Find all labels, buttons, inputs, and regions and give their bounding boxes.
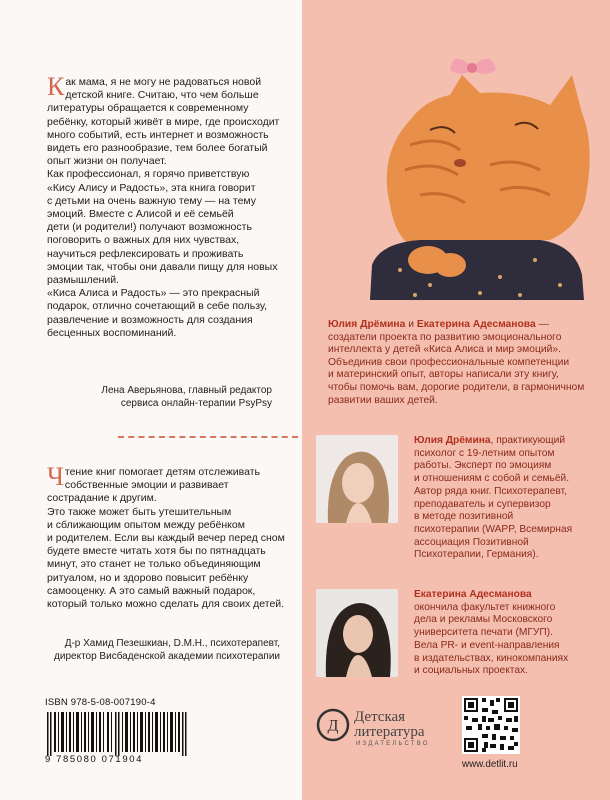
quote-2-line: ритуалом, но и здорово повысит ребёнку: [47, 571, 249, 584]
publisher-name-line: Детская: [354, 709, 406, 725]
quote-1-line: дети (и родители!) получают возможность: [47, 221, 252, 234]
authors-and: и: [405, 319, 417, 330]
author-2-name: Екатерина Адесманова: [416, 319, 536, 330]
quote-1-line: видеть его разнообразие, тем более богатый: [47, 142, 268, 155]
bio-1-line: психотерапии (WAPP, Всемирная: [414, 523, 573, 535]
quote-1-line: детской книге. Считаю, что чем больше: [65, 89, 259, 102]
quote-1-line: с детьми на очень важную тему — на тему: [47, 194, 257, 207]
quote-1-line: размышлений.: [47, 274, 119, 287]
quote-2-line: собственные эмоции и развивает: [64, 479, 229, 492]
publisher-logo: [316, 708, 430, 747]
authors-intro-line: — создатели проекта по развитию эмоционального: [328, 319, 562, 343]
quote-2-line: минут, это станет не только объединяющим: [47, 558, 261, 571]
quote-1-line: «Кису Алису и Радость», эта книга говорит: [47, 181, 256, 194]
isbn-block: [45, 697, 220, 769]
barcode-digits: 9 785080 071904: [45, 754, 143, 765]
publisher-logo-icon: [316, 708, 350, 742]
quote-2-author-line: директор Висбаденской академии психотерапии: [54, 650, 280, 662]
bio-1-line: работы. Эксперт по эмоциям: [414, 460, 552, 472]
quote-1-line: ак мама, я не могу не радоваться новой: [65, 76, 262, 88]
bio-1-line: ассоциация Позитивной: [414, 536, 529, 548]
bio-2-line: дела и рекламы Московского: [414, 614, 553, 626]
quote-1-line: много событий, есть интернет и возможность: [47, 128, 269, 141]
quote-2-line: который только можно сделать для своих детей.: [47, 598, 285, 611]
quote-1-line: литературы обращается к современному: [47, 102, 249, 115]
publisher-name: [354, 710, 425, 740]
qr-code-icon: [462, 696, 520, 754]
publisher-name-line: литература: [354, 724, 425, 740]
quote-2-text: [47, 462, 299, 611]
quote-2-author-line: Д-р Хамид Пезешкиан, D.M.H., психотерапевт,: [64, 638, 280, 649]
authors-intro-line: интеллекта у детей «Киса Алиса и мир эмоций».: [328, 344, 561, 356]
author-2-bio: [414, 589, 604, 678]
bio-1-line: преподаватель и супервизор: [414, 498, 551, 510]
bio-2-line: университета печати (МГУП).: [414, 627, 553, 639]
barcode-icon: [45, 712, 205, 756]
quote-1-line: опыт жизни он получает.: [47, 155, 167, 168]
quote-1-line: развлечение и возможность для создания: [47, 313, 253, 326]
bio-2-line: окончила факультет книжного: [414, 601, 556, 613]
authors-intro-line: развитии ваших детей.: [328, 394, 438, 406]
bio-2-name: Екатерина Адесманова: [414, 589, 532, 600]
quote-2-line: и родителем. Если вы каждый вечер перед сном: [47, 532, 285, 545]
quote-1-line: ребёнку, который живёт в мире, где происходит: [47, 115, 280, 128]
bio-2-line: и социальных проектах.: [414, 665, 528, 677]
bio-1-line: Психотерапии, Германия).: [414, 549, 539, 561]
quote-2-line: сострадание к другим.: [47, 492, 157, 505]
quote-1-line: подарок, отлично сочетающий в себе пользу,: [47, 300, 268, 313]
section-divider: [118, 436, 298, 438]
bio-1-line: психолог с 19-летним опытом: [414, 447, 555, 459]
quote-1-line: бесценных воспоминаний.: [47, 326, 177, 339]
quote-1-author-line: Лена Аверьянова, главный редактор: [101, 385, 272, 396]
bio-1-name: Юлия Дрёмина: [414, 435, 491, 446]
bio-2-line: в издательствах, кинокомпаниях: [414, 652, 569, 664]
bio-1-line: в методе позитивной: [414, 511, 514, 523]
bio-1-line: , практикующий: [490, 435, 566, 446]
quote-1-line: Как профессионал, я горячо приветствую: [47, 168, 250, 181]
quote-1-line: поговорить о важных для них чувствах,: [47, 234, 240, 247]
dropcap-1: К: [47, 72, 65, 101]
publisher-logo-letter: Д: [327, 717, 339, 735]
quote-1-line: эмоции так, чтобы они давали пищу для новых: [47, 260, 278, 273]
author-1-name: Юлия Дрёмина: [328, 319, 406, 330]
quote-2-line: самооценку. А это самый важный подарок,: [47, 584, 256, 597]
bio-1-line: Автор ряда книг. Психотерапевт,: [414, 485, 567, 497]
quote-1-text: [47, 72, 297, 340]
bio-2-line: Вела PR- и event-направления: [414, 639, 560, 651]
authors-intro: [328, 319, 596, 407]
quote-2-line: будете вместе читать хотя бы по пятнадцать: [47, 545, 266, 558]
bow-icon: [450, 59, 496, 74]
cat-illustration: [350, 45, 590, 300]
quote-2-line: тение книг помогает детям отслеживать: [64, 466, 260, 478]
bio-1-line: и отношениям с собой и семьёй.: [414, 473, 570, 485]
quote-1-author-line: сервиса онлайн-терапии PsyPsy: [120, 397, 272, 409]
quote-1-line: «Киса Алиса и Радость» — это прекрасный: [47, 287, 260, 300]
quote-2-line: Это также может быть утешительным: [47, 505, 232, 518]
authors-intro-line: и материнский опыт, авторы написали эту книгу,: [328, 369, 559, 381]
quote-1-line: эмоций. Вместе с Алисой и её семьёй: [47, 208, 234, 221]
website-link[interactable]: www.detlit.ru: [462, 759, 518, 770]
isbn-label: ISBN 978-5-08-007190-4: [45, 697, 156, 708]
quote-1-line: научиться рефлексировать и проживать: [47, 247, 244, 260]
authors-intro-line: чтобы помочь вам, дорогие родители, в гармоничном: [328, 381, 585, 393]
quote-2-line: и сближающим опытом между ребёнком: [47, 518, 245, 531]
quote-1-author: [40, 385, 272, 410]
author-1-bio: [414, 435, 604, 562]
quote-2-author: [28, 638, 280, 663]
dropcap-2: Ч: [47, 462, 64, 491]
publisher-subtitle: ИЗДАТЕЛЬСТВО: [356, 741, 430, 747]
authors-intro-line: Объединив свои профессиональные компетенции: [328, 356, 570, 368]
author-1-photo: [316, 435, 398, 523]
author-2-photo: [316, 589, 398, 677]
